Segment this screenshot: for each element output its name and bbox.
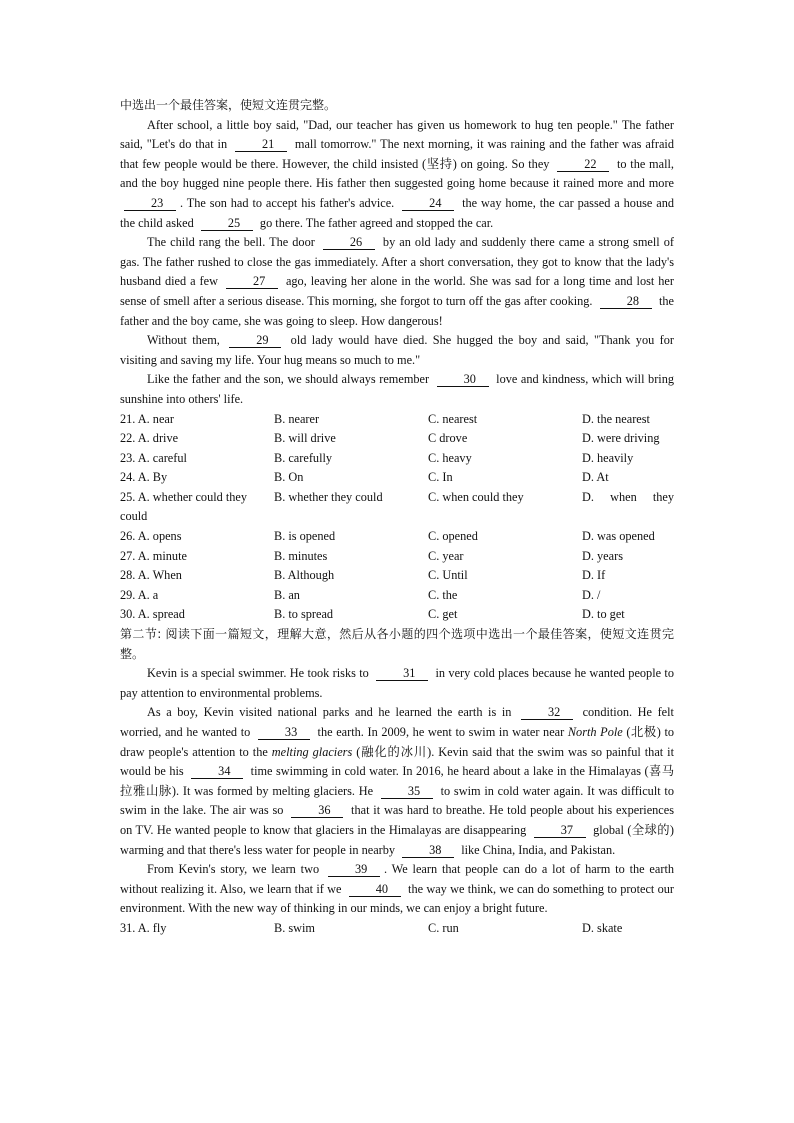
option-b: B. Although <box>274 568 335 583</box>
option-a: 30. A. spread <box>120 607 185 622</box>
document-page <box>120 96 674 939</box>
option-row <box>120 566 674 586</box>
blank-33: 33 <box>258 725 310 740</box>
option-b: B. On <box>274 470 304 485</box>
option-row <box>120 527 674 547</box>
option-b: B. is opened <box>274 529 336 544</box>
blank-32: 32 <box>521 705 573 720</box>
options-one <box>120 410 674 626</box>
blank-31: 31 <box>376 666 428 681</box>
option-a: 29. A. a <box>120 587 159 602</box>
options-two <box>120 919 674 939</box>
option-c: C. In <box>428 470 453 485</box>
blank-38: 38 <box>402 843 454 858</box>
option-b: B. will drive <box>274 431 336 446</box>
blank-30: 30 <box>437 372 489 387</box>
option-d: D. to get <box>582 607 625 622</box>
option-c: C. the <box>428 587 458 602</box>
italic-term: North Pole <box>567 725 623 739</box>
paragraph: Like the father and the son, we should always remember 30 love and kindness, which will bring sunshine into others' life. <box>120 372 675 406</box>
option-a: 23. A. careful <box>120 450 187 465</box>
paragraph: Without them, 29 old lady would have died. She hugged the boy and said, "Thank you for visiting and saving my life. Your hug means so much to me." <box>120 333 674 367</box>
option-a: 24. A. By <box>120 470 168 485</box>
option-row <box>120 468 674 488</box>
blank-28: 28 <box>600 294 652 309</box>
paragraph: From Kevin's story, we learn two 39 . We learn that people can do a lot of harm to the earth without realizing it. Also, we learn that if we 40 the way we think, we can do something to protect our environment. With the new way of thinking in our minds, we can enjoy a bright future. <box>120 862 675 916</box>
passage-two <box>120 664 674 919</box>
option-row <box>120 605 674 625</box>
option-c: C. Until <box>428 568 468 583</box>
blank-37: 37 <box>534 823 586 838</box>
option-a: 22. A. drive <box>120 431 179 446</box>
option-b: B. swim <box>274 920 315 935</box>
option-row <box>120 488 674 508</box>
option-c: C. nearest <box>428 411 478 426</box>
blank-35: 35 <box>381 784 433 799</box>
option-a: 28. A. When <box>120 568 182 583</box>
blank-29: 29 <box>229 333 281 348</box>
option-c: C. get <box>428 607 458 622</box>
blank-24: 24 <box>402 196 454 211</box>
option-c: C. opened <box>428 529 478 544</box>
option-b: B. an <box>274 587 300 602</box>
option-d: D. / <box>582 587 601 602</box>
option-d: D. the nearest <box>582 411 650 426</box>
option-b: B. minutes <box>274 548 328 563</box>
option-a: 26. A. opens <box>120 529 182 544</box>
option-a: 31. A. fly <box>120 920 167 935</box>
paragraph: After school, a little boy said, "Dad, our teacher has given us homework to hug ten people." The father said, "Let's do that in 21 mall tomorrow." The next morning, it was raining and the father was afraid that few people would be there. However, the child insisted (坚持) on going. So they 22 to the mall, and the boy hugged nine people there. His father then suggested going home because it rained more and more 23 . The son had to accept his father's advice. 24 the way home, the car passed a house and the child asked 25 go there. The father agreed and stopped the car. <box>120 117 675 230</box>
blank-21: 21 <box>235 137 287 152</box>
option-wrap-line: could <box>120 509 148 524</box>
section-two-title: 第二节: 阅读下面一篇短文，理解大意，然后从各小题的四个选项中选出一个最佳答案，使短文连贯完整。 <box>120 627 674 661</box>
option-c: C. heavy <box>428 450 472 465</box>
option-row <box>120 410 674 430</box>
blank-23: 23 <box>124 196 176 211</box>
option-a: 25. A. whether could they <box>120 489 248 504</box>
blank-22: 22 <box>557 157 609 172</box>
blank-27: 27 <box>226 274 278 289</box>
paragraph: The child rang the bell. The door 26 by an old lady and suddenly there came a strong smell of gas. The father rushed to close the gas immediately. After a short conversation, they got to know that the lady's husband died a few 27 ago, leaving her alone in the world. She was sad for a long time and lost her sense of smell after a serious disease. This morning, she forgot to turn off the gas after cooking. 28 the father and the boy came, she was going to sleep. How dangerous! <box>120 235 674 328</box>
option-b: B. carefully <box>274 450 333 465</box>
option-row <box>120 547 674 567</box>
option-b: B. to spread <box>274 607 334 622</box>
option-d: D. If <box>582 568 606 583</box>
option-a: 27. A. minute <box>120 548 187 563</box>
paragraph: Kevin is a special swimmer. He took risks to 31 in very cold places because he wanted people to pay attention to environmental problems. <box>120 666 674 700</box>
option-c: C. year <box>428 548 464 563</box>
blank-34: 34 <box>191 764 243 779</box>
option-c: C drove <box>428 431 468 446</box>
option-d <box>582 488 674 508</box>
italic-term: melting glaciers <box>271 744 353 759</box>
blank-39: 39 <box>328 862 380 877</box>
option-b: B. nearer <box>274 411 320 426</box>
option-d: D. were driving <box>582 431 660 446</box>
option-word: when <box>610 489 637 504</box>
option-row <box>120 919 674 939</box>
blank-26: 26 <box>323 235 375 250</box>
option-row <box>120 449 674 469</box>
option-b: B. whether they could <box>274 489 383 504</box>
paragraph: As a boy, Kevin visited national parks and he learned the earth is in 32 condition. He felt worried, and he wanted to 33 the earth. In 2009, he went to swim in water near North Pole (北极) to draw people's attention to the melting glaciers (融化的冰川). Kevin said that the swim was so painful that it would be his 34 time swimming in cold water. In 2016, he heard about a lake in the Himalayas (喜马拉雅山脉). It was formed by melting glaciers. He 35 to swim in cold water again. It was difficult to swim in the lake. The air was so 36 that it was hard to breathe. He told people about his experiences on TV. He wanted people to know that glaciers in the Himalayas are disappearing 37 global (全球的) warming and that there's less water for people in nearby 38 like China, India, and Pakistan. <box>120 705 675 857</box>
option-d: D. heavily <box>582 450 634 465</box>
intro-line: 中选出一个最佳答案，使短文连贯完整。 <box>120 98 337 112</box>
option-d: D. At <box>582 470 609 485</box>
blank-25: 25 <box>201 216 253 231</box>
option-d: D. was opened <box>582 529 655 544</box>
option-c: C. when could they <box>428 489 524 504</box>
option-row <box>120 586 674 606</box>
passage-one <box>120 116 674 410</box>
blank-40: 40 <box>349 882 401 897</box>
option-c: C. run <box>428 920 459 935</box>
option-d: D. years <box>582 548 623 563</box>
option-word: D. <box>582 489 594 504</box>
option-word: they <box>652 489 674 504</box>
option-row <box>120 429 674 449</box>
blank-36: 36 <box>291 803 343 818</box>
option-d: D. skate <box>582 920 623 935</box>
option-a: 21. A. near <box>120 411 174 426</box>
